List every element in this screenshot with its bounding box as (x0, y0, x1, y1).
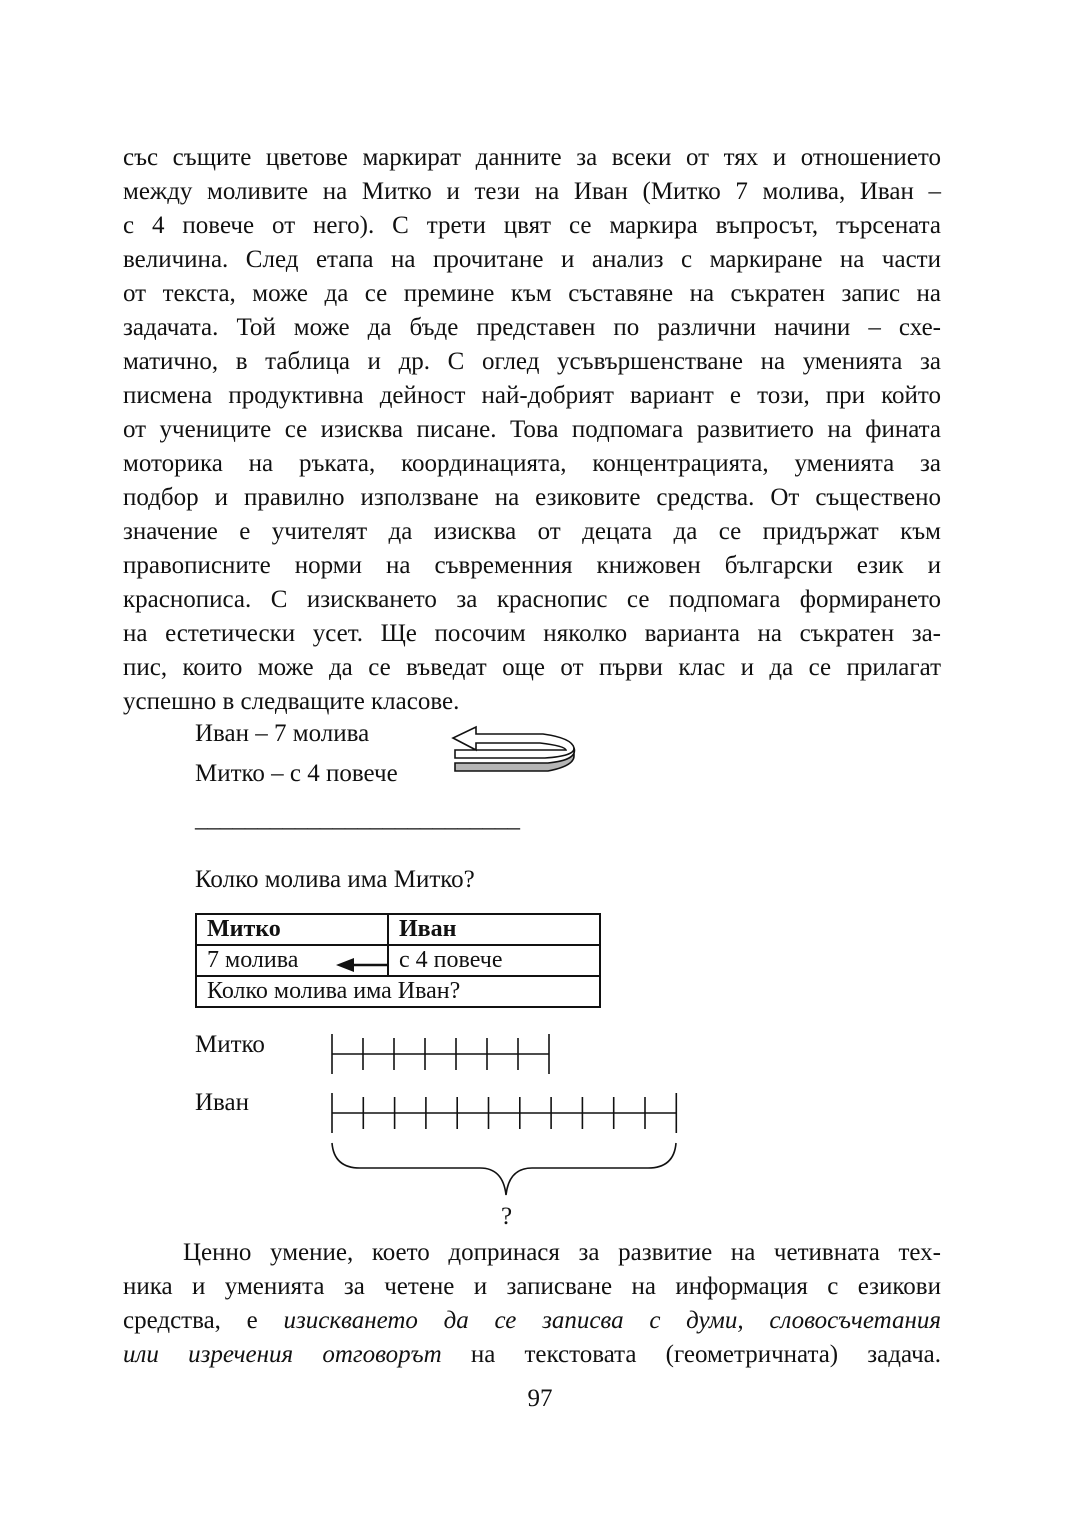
page-number: 97 (527, 1385, 553, 1412)
p1-line-16: пис, които може да се въведат още от първи клас и да се прилагат (123, 654, 941, 681)
p2-line-4 (123, 1338, 941, 1372)
p2-line-4-plain: на текстовата (геометричната) задача. (441, 1341, 942, 1368)
schema-line-mitko: Митко – с 4 повече (195, 760, 398, 787)
table-header-mitko: Митко (196, 914, 388, 945)
p1-line-14: краснописа. С изискването за краснопис се подпомага формирането (123, 586, 941, 613)
segment-label-mitko: Митко (195, 1031, 265, 1058)
p1-line-17: успешно в следващите класове. (123, 688, 460, 715)
p1-line-5: от текста, може да се премине към съставяне на съкратен запис на (123, 280, 941, 307)
table-cell-ivan: с 4 повече (388, 945, 600, 976)
table-cell-mitko: 7 молива (196, 945, 388, 976)
p1-line-15: на естетически усет. Ще посочим няколко варианта на съкратен за- (123, 620, 941, 647)
p2-line-4-italic: или изречения отговорът (123, 1341, 442, 1368)
p1-line-10: моторика на ръката, координацията, концентрацията, уменията за (123, 450, 941, 477)
p1-line-6: задачата. Той може да бъде представен по различни начини – схе- (123, 314, 941, 341)
schema-divider: __________________________ (195, 805, 520, 832)
p1-line-13: правописните норми на съвременния книжовен български език и (123, 552, 941, 579)
segment-line-mitko (332, 1034, 549, 1074)
p1-line-11: подбор и правилно използване на езиковите средства. От съществено (123, 484, 941, 511)
p2-line-3-italic: изискването да се записва с думи, словосъчетания (283, 1307, 941, 1334)
schema-question: Колко молива има Митко? (195, 866, 475, 893)
brace-question-mark: ? (501, 1203, 513, 1230)
p2-line-1: Ценно умение, което допринася за развитие на четивната тех- (183, 1239, 941, 1266)
segment-line-ivan (332, 1093, 676, 1133)
p1-line-1: със същите цветове маркират данните за всеки от тях и отношението (123, 144, 941, 171)
table-question: Колко молива има Иван? (196, 976, 600, 1007)
table-arrow-icon (336, 958, 388, 972)
p2-line-2: ника и уменията за четене и записване на информация с езикови (123, 1273, 941, 1300)
paragraph-2 (123, 1236, 941, 1372)
p1-line-4: величина. След етапа на прочитане и анализ с маркиране на части (123, 246, 941, 273)
p1-line-7: матично, в таблица и др. С оглед усъвършенстване на уменията за (123, 348, 941, 375)
p2-line-3-plain: средства, е (123, 1307, 284, 1334)
curved-arrow-icon (453, 727, 574, 771)
schema-line-ivan: Иван – 7 молива (195, 720, 370, 747)
p1-line-8: писмена продуктивна дейност най-добрият вариант е този, при който (123, 382, 941, 409)
p2-line-3 (123, 1304, 941, 1338)
p1-line-9: от учениците се изисква писане. Това подпомага развитието на фината (123, 416, 941, 443)
segment-label-ivan: Иван (195, 1089, 250, 1116)
p1-line-2: между моливите на Митко и тези на Иван (Митко 7 молива, Иван – (123, 178, 941, 205)
curly-brace (332, 1143, 676, 1195)
p1-line-12: значение е учителят да изисква от децата да се придържат към (123, 518, 941, 545)
p1-line-3: с 4 повече от него). С трети цвят се маркира въпросът, търсената (123, 212, 941, 239)
table-header-ivan: Иван (388, 914, 600, 945)
